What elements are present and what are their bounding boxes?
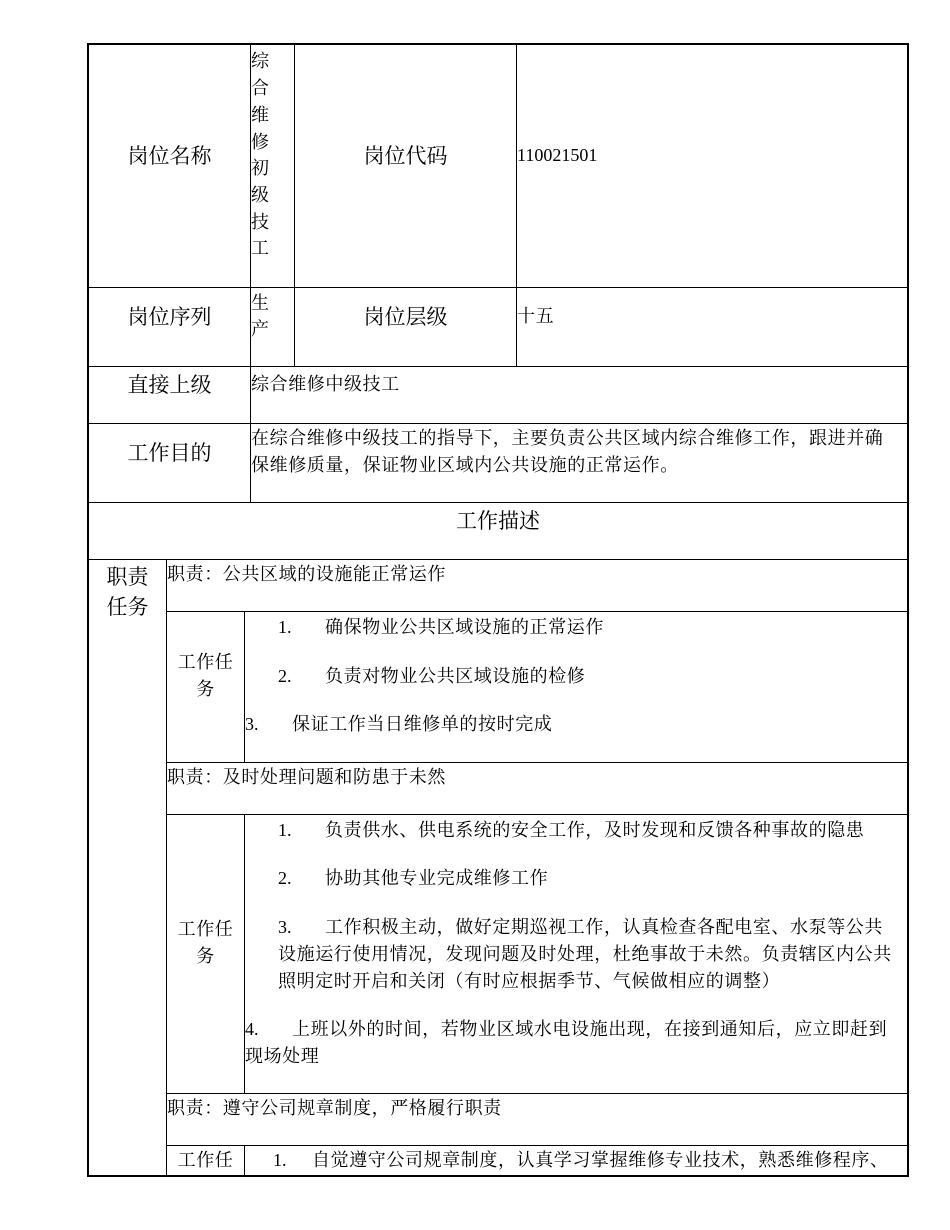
- task-text: 自觉遵守公司规章制度，认真学习掌握维修专业技术，熟悉维修程序、: [312, 1150, 889, 1170]
- duty-text: 职责：遵守公司规章制度，严格履行职责: [167, 1098, 502, 1119]
- post-level-value-cell: [516, 287, 908, 367]
- duties-label: 职责任务: [106, 565, 149, 619]
- task-item: [245, 663, 897, 690]
- post-name-label: 岗位名称: [127, 144, 212, 168]
- purpose-label: 工作目的: [127, 441, 212, 465]
- task-text: 上班以外的时间，若物业区域水电设施出现，在接到通知后，应立即赶到现场处理: [245, 1019, 888, 1066]
- task-item: [245, 817, 897, 844]
- post-code-value-cell: [516, 44, 908, 288]
- task-number: 3.: [278, 916, 292, 937]
- tasks-label: 工作任务: [177, 652, 234, 700]
- task-text: 工作积极主动，做好定期巡视工作，认真检查各配电室、水泵等公共设施运行使用情况，发现问题及时处理，杜绝事故于未然。负责辖区内公共照明定时开启和关闭（有时应根据季节、气候做相应的调整）: [278, 916, 892, 991]
- tasks-list: [244, 814, 908, 1094]
- post-level-value: 十五: [517, 305, 555, 326]
- tasks-label-cell: [166, 611, 245, 763]
- duty-text: 职责：及时处理问题和防患于未然: [167, 767, 446, 788]
- task-item: [245, 614, 897, 641]
- task-text: 负责供水、供电系统的安全工作，及时发现和反馈各种事故的隐患: [325, 819, 865, 840]
- post-level-label-cell: [294, 287, 517, 367]
- post-code-value: 110021501: [517, 144, 598, 165]
- task-text: 保证工作当日维修单的按时完成: [292, 714, 553, 735]
- supervisor-value-cell: [250, 366, 908, 424]
- task-number: 2.: [278, 665, 292, 686]
- duty-row: [166, 762, 908, 815]
- supervisor-label-cell: [88, 366, 251, 424]
- post-name-label-cell: [88, 44, 251, 288]
- tasks-label: 工作任务: [177, 919, 234, 967]
- task-number: 2.: [278, 868, 292, 888]
- post-name-value-cell: [250, 44, 295, 288]
- task-text: 协助其他专业完成维修工作: [325, 868, 549, 888]
- task-text: 确保物业公共区域设施的正常运作: [325, 617, 604, 638]
- post-code-label: 岗位代码: [363, 144, 448, 168]
- purpose-value-cell: [250, 423, 908, 503]
- task-item: [245, 711, 897, 738]
- post-code-label-cell: [294, 44, 517, 288]
- task-number: 1.: [273, 1150, 287, 1170]
- duty-row: [166, 1093, 908, 1146]
- task-number: 1.: [278, 617, 292, 638]
- tasks-label-cell: [166, 1145, 245, 1176]
- task-item: [245, 1016, 897, 1070]
- task-item: [245, 1147, 897, 1174]
- post-sequence-value-cell: [250, 287, 295, 367]
- post-sequence-value: 生产: [251, 292, 270, 340]
- task-text: 负责对物业公共区域设施的检修: [325, 665, 586, 686]
- duty-row: [166, 559, 908, 612]
- purpose-label-cell: [88, 423, 251, 503]
- task-item: [245, 865, 897, 892]
- tasks-label-cell: [166, 814, 245, 1094]
- tasks-list: [244, 611, 908, 763]
- post-sequence-label-cell: [88, 287, 251, 367]
- tasks-label: 工作任: [177, 1150, 234, 1170]
- post-name-value: 综合维修初级技工: [251, 51, 270, 259]
- task-item: [245, 914, 897, 995]
- tasks-list: [244, 1145, 908, 1176]
- task-number: 4.: [245, 1019, 259, 1039]
- section-title: 工作描述: [456, 509, 540, 533]
- supervisor-label: 直接上级: [127, 373, 212, 397]
- post-sequence-label: 岗位序列: [127, 305, 212, 329]
- section-header-cell: [88, 502, 908, 560]
- task-number: 1.: [278, 819, 292, 840]
- duty-text: 职责：公共区域的设施能正常运作: [167, 564, 446, 585]
- post-level-label: 岗位层级: [363, 305, 448, 329]
- supervisor-value: 综合维修中级技工: [251, 373, 400, 394]
- duties-label-cell: [88, 559, 167, 1176]
- task-number: 3.: [245, 714, 259, 735]
- purpose-value: 在综合维修中级技工的指导下，主要负责公共区域内综合维修工作，跟进并确保维修质量，保证物业区域内公共设施的正常运作。: [251, 428, 884, 476]
